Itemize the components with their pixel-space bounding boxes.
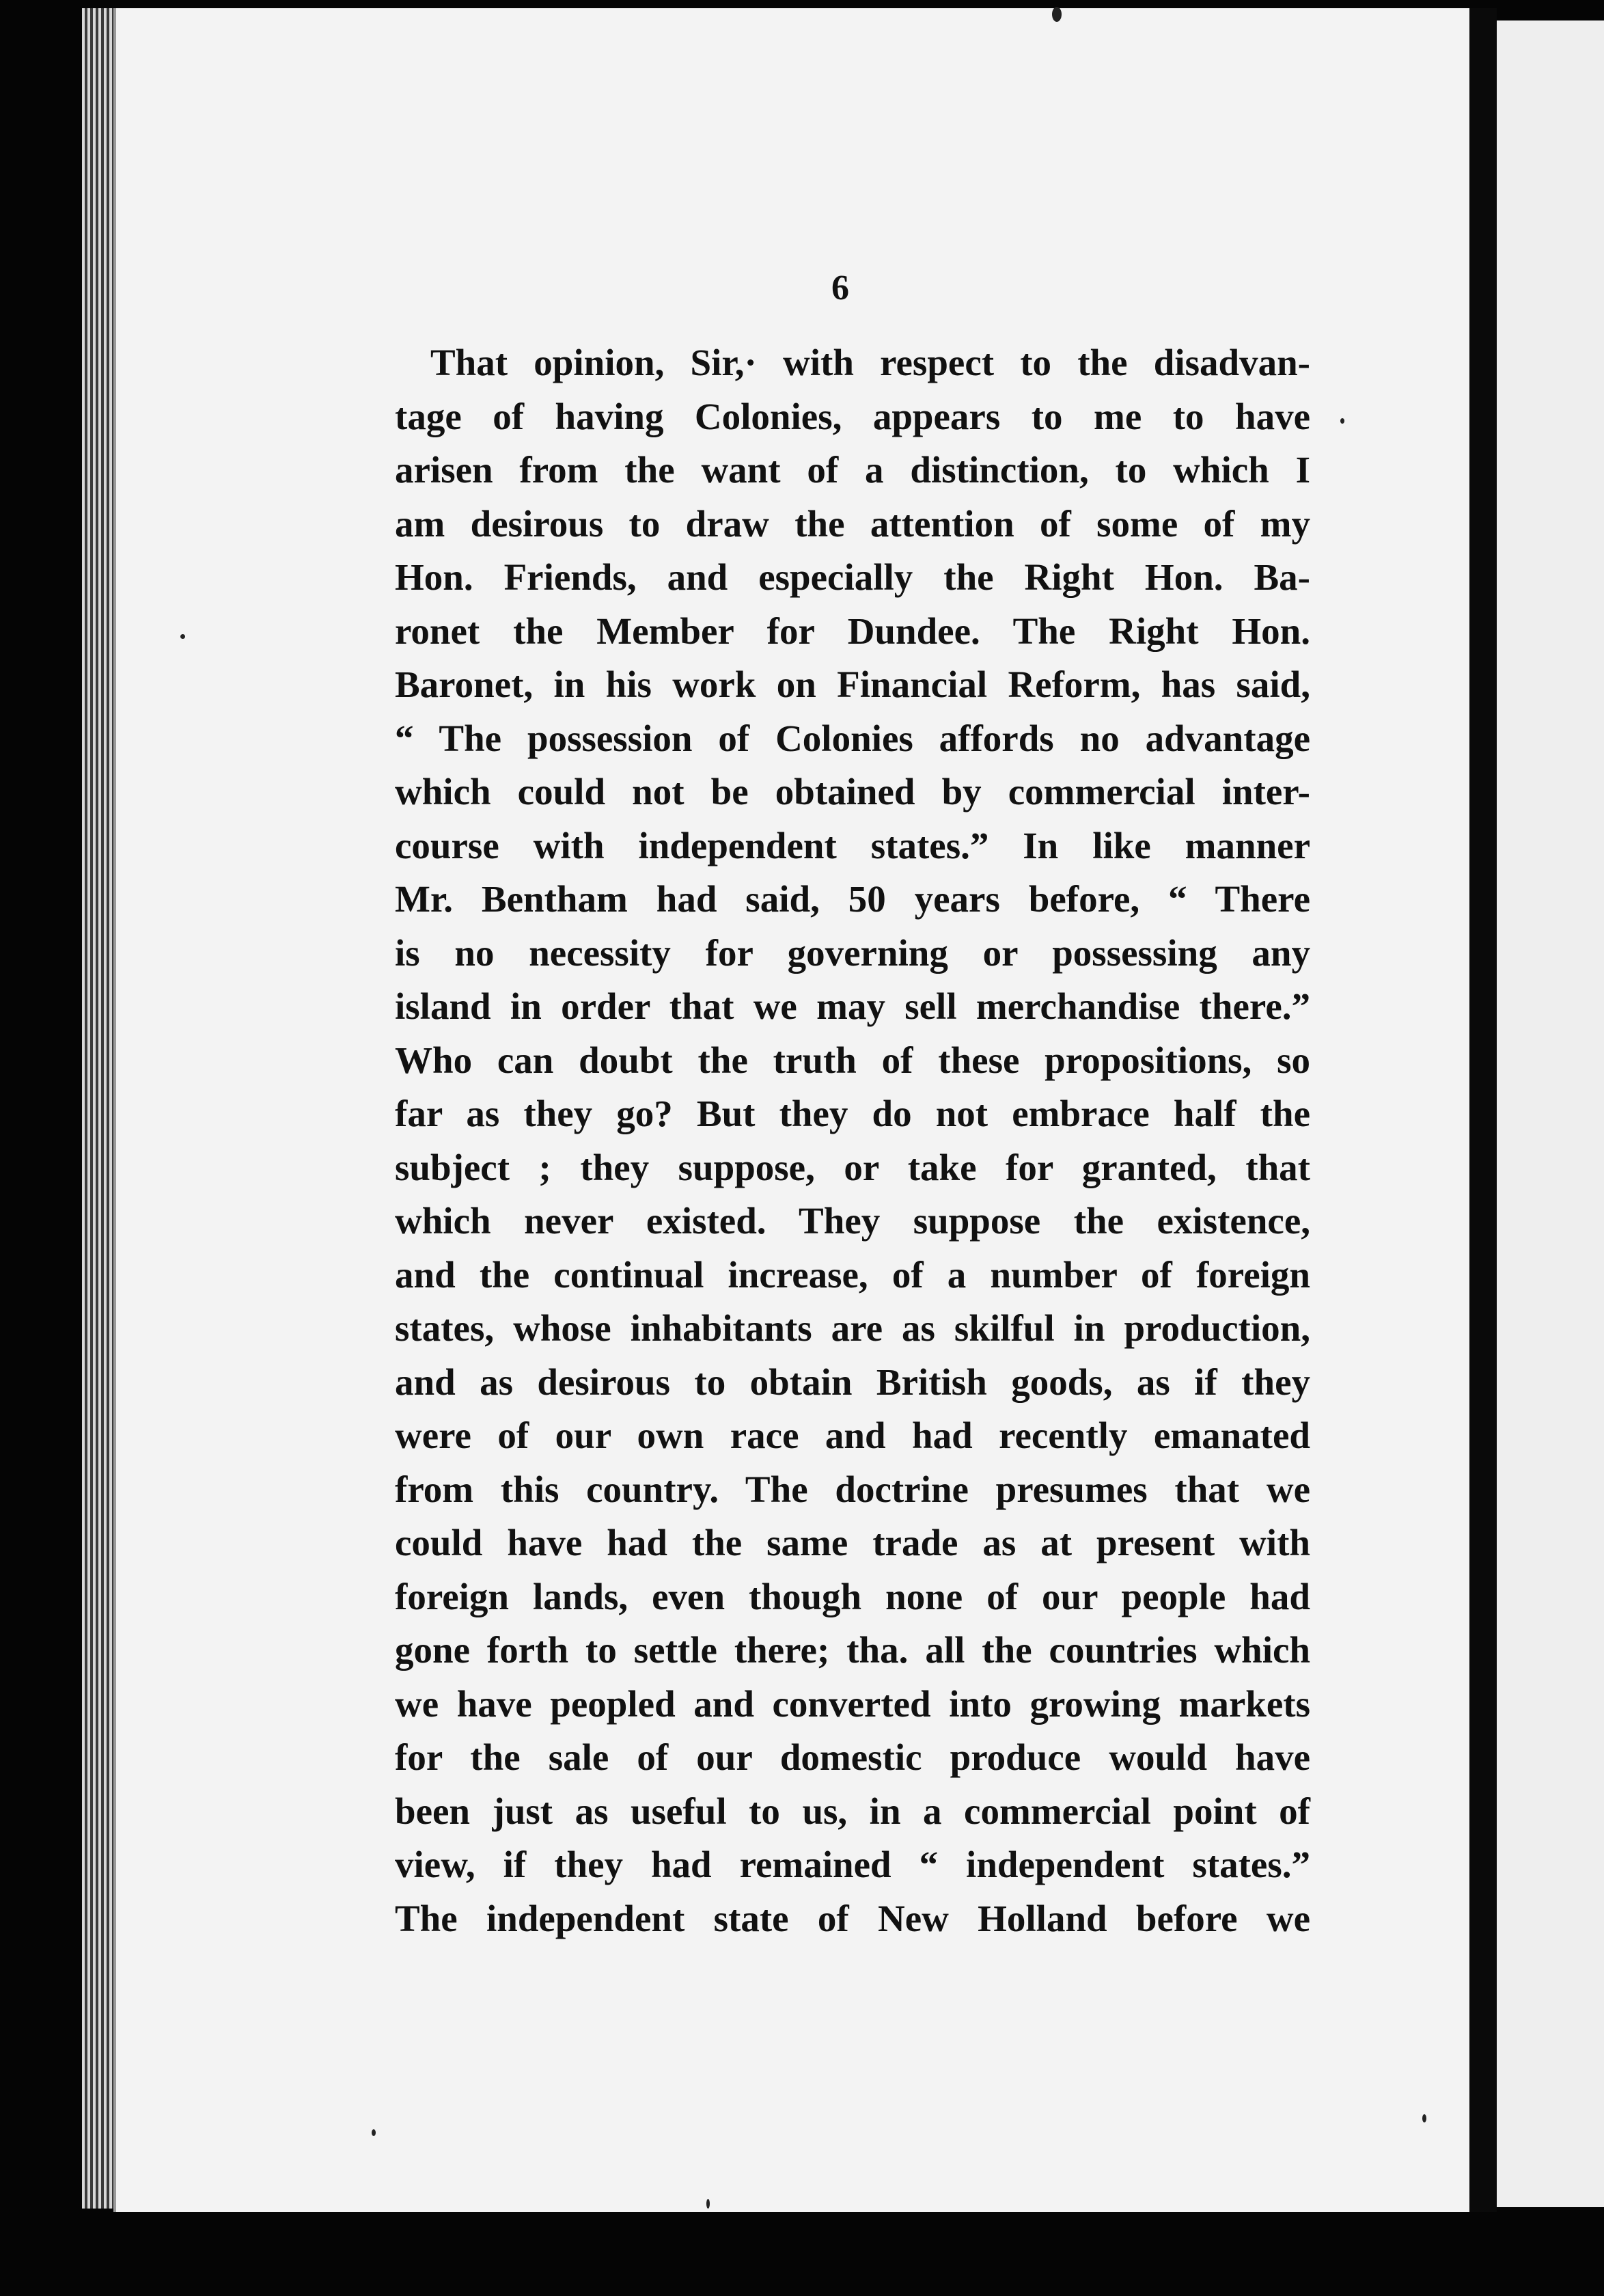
scan-speck — [1422, 2114, 1426, 2122]
text-line: and as desirous to obtain British goods, as if they — [395, 1361, 1310, 1403]
text-line: been just as useful to us, in a commercial point of — [395, 1790, 1310, 1832]
body-text — [395, 336, 1310, 1945]
text-line: could have had the same trade as at present with — [395, 1522, 1310, 1563]
scan-speck — [180, 634, 185, 639]
text-line: far as they go? But they do not embrace half the — [395, 1093, 1310, 1134]
text-line: which could not be obtained by commercial inter- — [395, 771, 1310, 812]
text-line: were of our own race and had recently emanated — [395, 1414, 1310, 1456]
text-line: is no necessity for governing or possessing any — [395, 931, 1310, 974]
text-line: Who can doubt the truth of these propositions, so — [395, 1039, 1310, 1081]
scan-speck — [1052, 7, 1062, 22]
text-line: island in order that we may sell merchandise there.” — [395, 985, 1310, 1027]
text-line: That opinion, Sir,· with respect to the disadvan- — [430, 342, 1310, 383]
text-line: for the sale of our domestic produce would have — [395, 1736, 1310, 1778]
text-line: subject ; they suppose, or take for granted, that — [395, 1146, 1310, 1188]
scan-speck — [706, 2199, 710, 2209]
text-line: and the continual increase, of a number of foreign — [395, 1253, 1310, 1296]
text-line: ronet the Member for Dundee. The Right Hon. — [395, 610, 1310, 652]
text-line: Baronet, in his work on Financial Reform, has said, — [395, 664, 1310, 705]
text-line: from this country. The doctrine presumes that we — [395, 1468, 1310, 1510]
text-line: foreign lands, even though none of our people had — [395, 1575, 1310, 1617]
text-line: arisen from the want of a distinction, to which I — [395, 449, 1310, 491]
spine-shadow — [1469, 8, 1497, 2212]
text-line: we have peopled and converted into growing markets — [395, 1682, 1310, 1725]
text-line: am desirous to draw the attention of some of my — [395, 502, 1310, 545]
text-line: course with independent states.” In like manner — [395, 824, 1310, 866]
text-line: states, whose inhabitants are as skilful in production, — [395, 1307, 1310, 1349]
text-line: which never existed. They suppose the existence, — [395, 1200, 1310, 1242]
scan-speck — [1340, 418, 1344, 424]
text-line: “ The possession of Colonies affords no advantage — [395, 717, 1310, 759]
scan-speck — [372, 2129, 376, 2136]
text-line: gone forth to settle there; tha. all the countries which — [395, 1629, 1310, 1671]
text-line: tage of having Colonies, appears to me to have — [395, 395, 1310, 437]
text-line: The independent state of New Holland before we — [395, 1897, 1310, 1939]
text-line: Hon. Friends, and especially the Right Hon. Ba- — [395, 556, 1310, 598]
adjacent-page-edge — [1497, 20, 1604, 2207]
text-line: view, if they had remained “ independent states.” — [395, 1844, 1310, 1885]
page-edges — [82, 8, 113, 2209]
text-line: Mr. Bentham had said, 50 years before, “ There — [395, 878, 1310, 920]
page-number: 6 — [831, 269, 849, 308]
